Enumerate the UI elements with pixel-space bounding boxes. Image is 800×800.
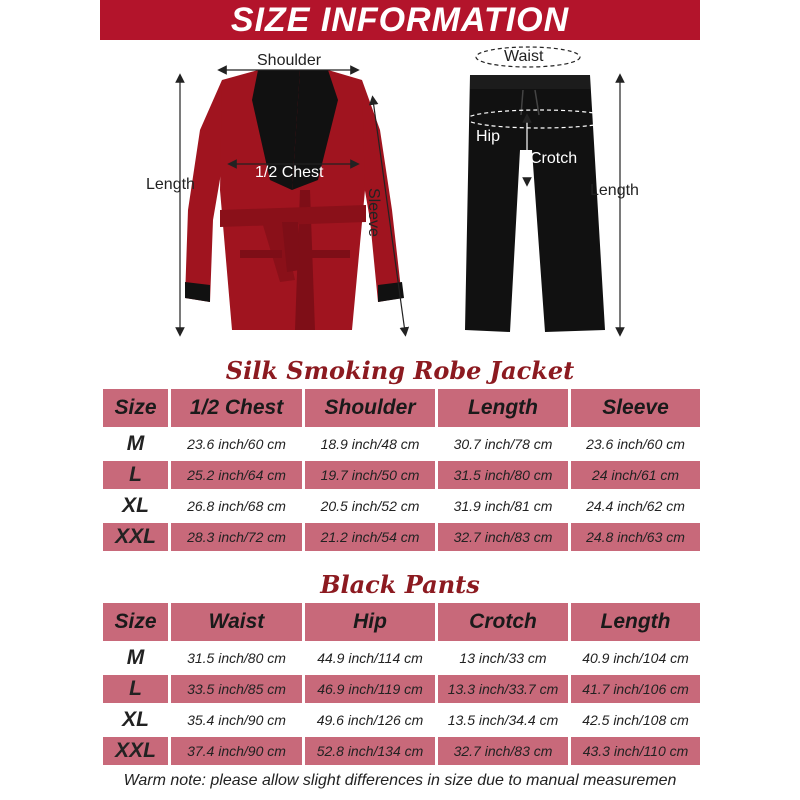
table-cell: 24 inch/61 cm	[570, 460, 702, 491]
table-cell: 31.5 inch/80 cm	[170, 643, 304, 674]
waist-label: Waist	[504, 48, 544, 65]
table-cell: 35.4 inch/90 cm	[170, 705, 304, 736]
size-cell: XXL	[102, 522, 170, 553]
table-cell: 20.5 inch/52 cm	[304, 491, 437, 522]
table-cell: 46.9 inch/119 cm	[304, 674, 437, 705]
sleeve-label: Sleeve	[365, 188, 382, 237]
pants-table-title: Black Pants	[320, 570, 480, 599]
half-chest-label: 1/2 Chest	[255, 164, 324, 181]
table-header: Waist	[170, 602, 304, 643]
table-cell: 24.8 inch/63 cm	[570, 522, 702, 553]
jacket-table-title: Silk Smoking Robe Jacket	[225, 356, 575, 385]
table-cell: 30.7 inch/78 cm	[437, 429, 570, 460]
table-cell: 33.5 inch/85 cm	[170, 674, 304, 705]
size-cell: L	[102, 674, 170, 705]
table-cell: 37.4 inch/90 cm	[170, 736, 304, 767]
hip-label: Hip	[476, 128, 501, 145]
table-header: Size	[102, 602, 170, 643]
table-cell: 19.7 inch/50 cm	[304, 460, 437, 491]
size-cell: M	[102, 643, 170, 674]
table-cell: 21.2 inch/54 cm	[304, 522, 437, 553]
table-cell: 24.4 inch/62 cm	[570, 491, 702, 522]
table-cell: 13.3 inch/33.7 cm	[437, 674, 570, 705]
table-cell: 42.5 inch/108 cm	[570, 705, 702, 736]
table-cell: 41.7 inch/106 cm	[570, 674, 702, 705]
table-header: Size	[102, 388, 170, 429]
table-cell: 28.3 inch/72 cm	[170, 522, 304, 553]
table-cell: 32.7 inch/83 cm	[437, 736, 570, 767]
size-cell: XL	[102, 705, 170, 736]
black-pants-illustration	[465, 75, 605, 332]
table-cell: 52.8 inch/134 cm	[304, 736, 437, 767]
table-header: Sleeve	[570, 388, 702, 429]
table-row	[102, 736, 702, 767]
size-cell: L	[102, 460, 170, 491]
table-cell: 31.9 inch/81 cm	[437, 491, 570, 522]
warm-note: Warm note: please allow slight differences in size due to manual measuremen	[123, 772, 677, 789]
pants-length-label: Length	[590, 182, 639, 199]
size-cell: XL	[102, 491, 170, 522]
pants-size-table	[100, 600, 703, 768]
table-cell: 40.9 inch/104 cm	[570, 643, 702, 674]
table-cell: 44.9 inch/114 cm	[304, 643, 437, 674]
size-cell: M	[102, 429, 170, 460]
table-cell: 43.3 inch/110 cm	[570, 736, 702, 767]
size-information-banner: SIZE INFORMATION	[100, 0, 700, 40]
table-cell: 23.6 inch/60 cm	[170, 429, 304, 460]
shoulder-label: Shoulder	[257, 52, 322, 69]
table-row	[102, 491, 702, 522]
garment-measurement-diagram	[0, 40, 800, 350]
table-header: Length	[437, 388, 570, 429]
table-header: Hip	[304, 602, 437, 643]
table-cell: 13.5 inch/34.4 cm	[437, 705, 570, 736]
table-header: Shoulder	[304, 388, 437, 429]
table-cell: 32.7 inch/83 cm	[437, 522, 570, 553]
table-row	[102, 674, 702, 705]
table-row	[102, 705, 702, 736]
crotch-label: Crotch	[530, 150, 578, 167]
table-header: 1/2 Chest	[170, 388, 304, 429]
size-cell: XXL	[102, 736, 170, 767]
jacket-size-table	[100, 386, 703, 554]
table-cell: 26.8 inch/68 cm	[170, 491, 304, 522]
table-row	[102, 643, 702, 674]
table-row	[102, 429, 702, 460]
table-cell: 13 inch/33 cm	[437, 643, 570, 674]
table-cell: 25.2 inch/64 cm	[170, 460, 304, 491]
table-cell: 31.5 inch/80 cm	[437, 460, 570, 491]
table-cell: 49.6 inch/126 cm	[304, 705, 437, 736]
table-cell: 18.9 inch/48 cm	[304, 429, 437, 460]
jacket-length-label: Length	[146, 176, 195, 193]
table-row	[102, 522, 702, 553]
table-header: Length	[570, 602, 702, 643]
table-header: Crotch	[437, 602, 570, 643]
table-row	[102, 460, 702, 491]
table-cell: 23.6 inch/60 cm	[570, 429, 702, 460]
